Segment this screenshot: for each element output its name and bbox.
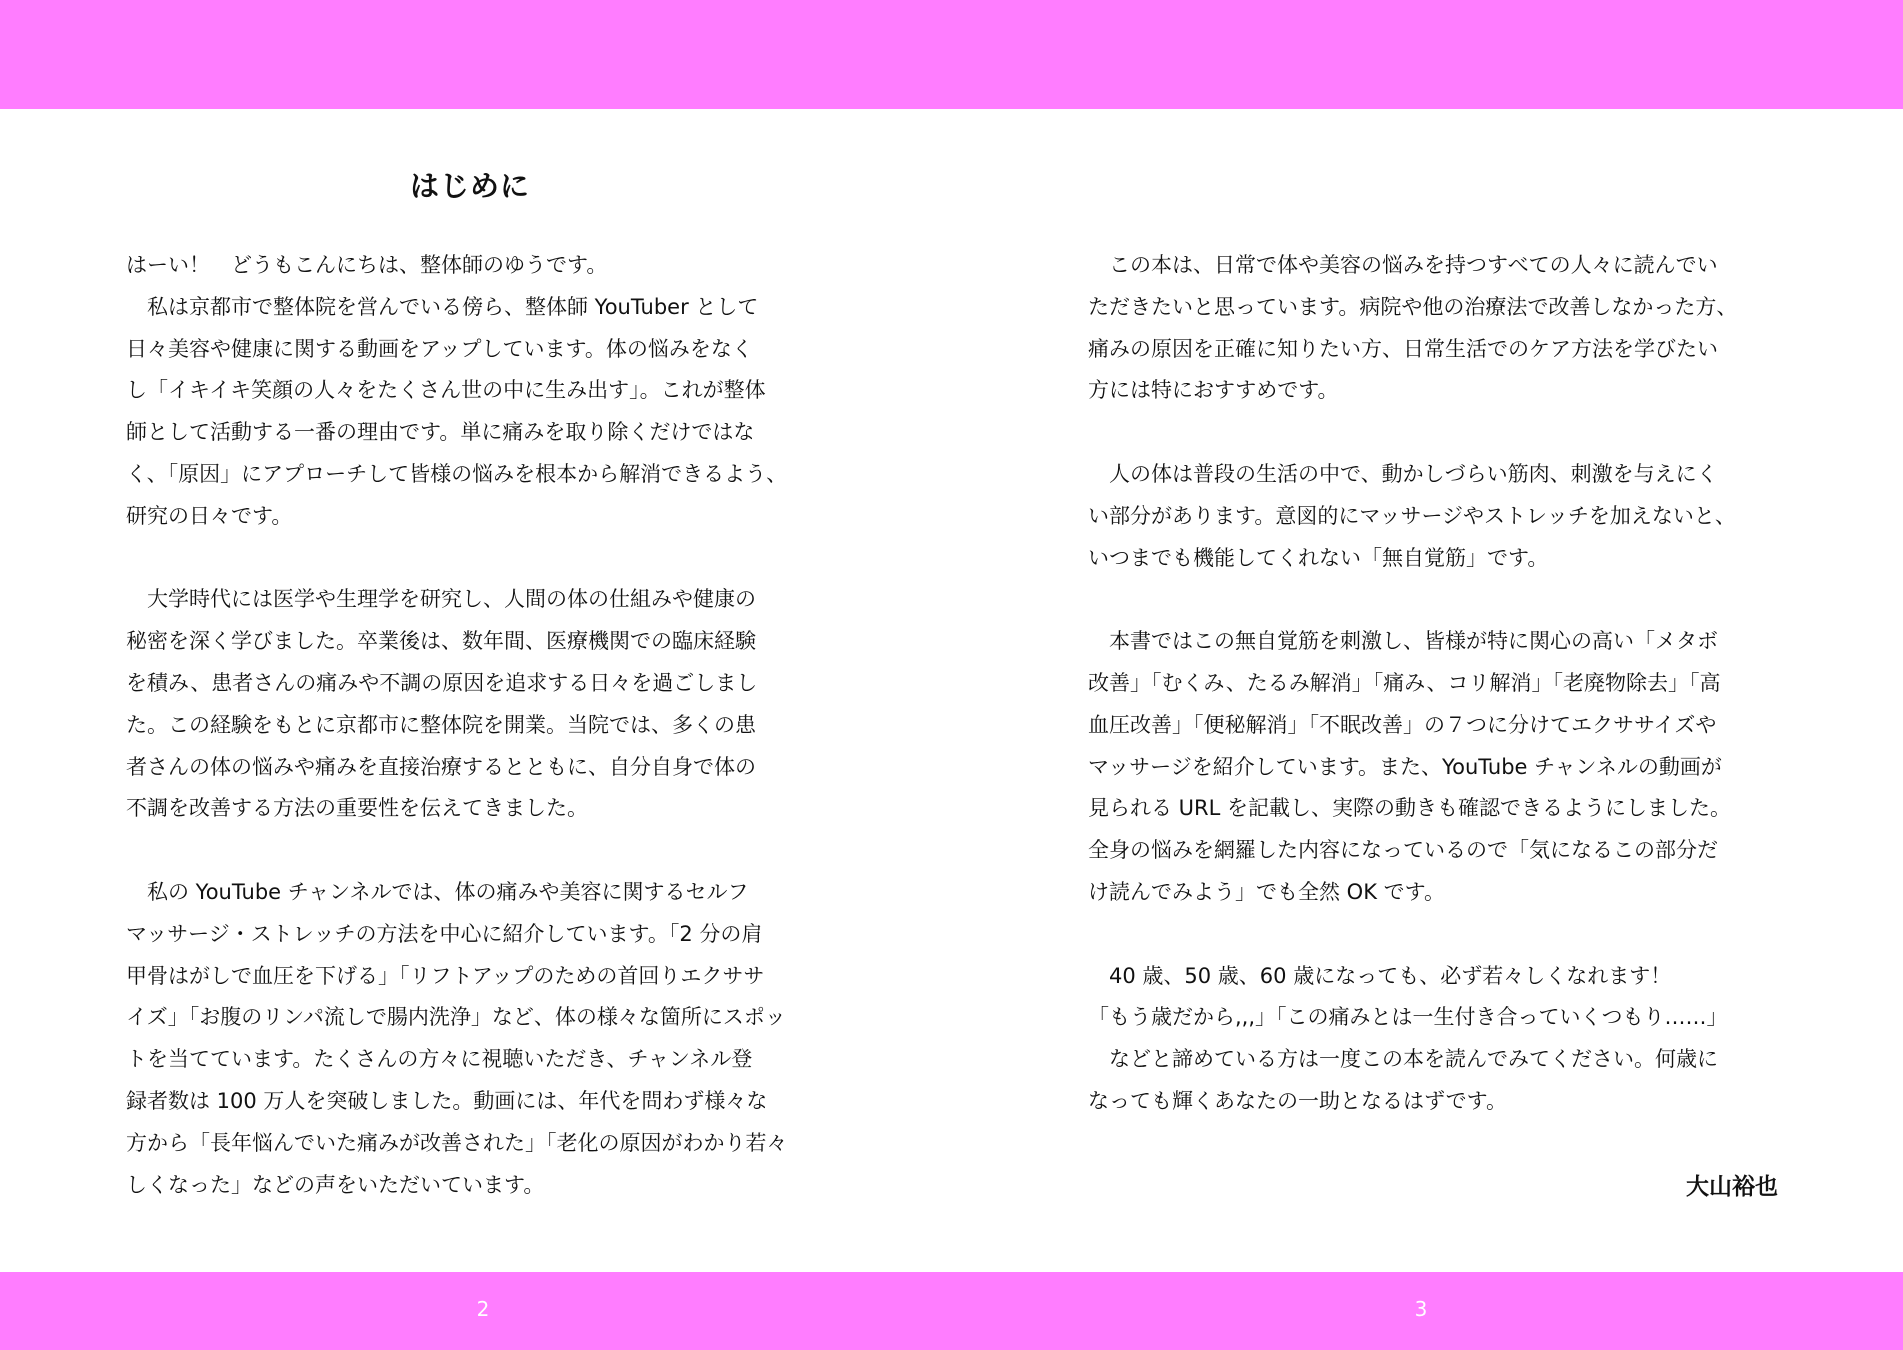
- top-decorative-band: [0, 0, 1903, 109]
- body-text-line: 血圧改善」「便秘解消」「不眠改善」の７つに分けてエクササイズや: [1088, 712, 1717, 737]
- body-text-line: く、「原因」にアプローチして皆様の悩みを根本から解消できるよう、: [126, 461, 788, 486]
- body-text-line: 不調を改善する方法の重要性を伝えてきました。: [126, 796, 588, 821]
- body-text-line: た。この経験をもとに京都市に整体院を開業。当院では、多くの患: [126, 712, 756, 737]
- body-text-line: 方から「長年悩んでいた痛みが改善された」「老化の原因がわかり若々: [126, 1130, 788, 1155]
- body-text-line: 研究の日々です。: [126, 503, 293, 528]
- body-text-line: け読んでみよう」でも全然 OK です。: [1088, 879, 1445, 904]
- page-title: はじめに: [409, 169, 530, 203]
- body-text-line: 甲骨はがしで血圧を下げる」「リフトアップのための首回りエクササ: [126, 963, 765, 988]
- body-text-line: 日々美容や健康に関する動画をアップしています。体の悩みをなく: [126, 336, 753, 361]
- body-text-line: ただきたいと思っています。病院や他の治療法で改善しなかった方、: [1088, 294, 1738, 319]
- paragraph-gap: [126, 538, 826, 580]
- body-text-line: この本は、日常で体や美容の悩みを持つすべての人々に読んでい: [1088, 253, 1718, 277]
- body-text-line: 改善」「むくみ、たるみ解消」「痛み、コリ解消」「老廃物除去」「高: [1088, 670, 1721, 695]
- paragraph-gap: [1088, 579, 1808, 621]
- body-text-line: 痛みの原因を正確に知りたい方、日常生活でのケア方法を学びたい: [1088, 336, 1718, 361]
- bottom-decorative-band: [0, 1272, 1903, 1350]
- body-text-line: 私の YouTube チャンネルでは、体の痛みや美容に関するセルフ: [126, 879, 749, 904]
- body-text-line: などと諦めている方は一度この本を読んでみてください。何歳に: [1088, 1047, 1718, 1072]
- left-page-body: [126, 245, 826, 1206]
- paragraph-gap: [1088, 914, 1808, 956]
- body-text-line: 者さんの体の悩みや痛みを直接治療するとともに、自分自身で体の: [126, 754, 756, 779]
- body-text-line: しくなった」などの声をいただいています。: [126, 1172, 545, 1197]
- right-page-body: [1088, 245, 1808, 1123]
- body-text-line: い部分があります。意図的にマッサージやストレッチを加えないと、: [1088, 503, 1736, 528]
- right-page-number: 3: [1414, 1297, 1428, 1321]
- body-text-line: いつまでも機能してくれない「無自覚筋」です。: [1088, 545, 1549, 570]
- author-signature: 大山裕也: [1686, 1174, 1778, 1200]
- body-text-line: 師として活動する一番の理由です。単に痛みを取り除くだけではな: [126, 420, 755, 445]
- body-text-line: 人の体は普段の生活の中で、動かしづらい筋肉、刺激を与えにく: [1088, 461, 1718, 486]
- body-text-line: 録者数は 100 万人を突破しました。動画には、年代を問わず様々な: [126, 1088, 768, 1113]
- body-text-line: マッサージを紹介しています。また、YouTube チャンネルの動画が: [1088, 754, 1722, 779]
- left-page-number: 2: [476, 1297, 490, 1321]
- body-text-line: 私は京都市で整体院を営んでいる傍ら、整体師 YouTuber として: [126, 294, 759, 319]
- paragraph-gap: [1088, 412, 1808, 454]
- body-text-line: トを当てています。たくさんの方々に視聴いただき、チャンネル登: [126, 1047, 753, 1072]
- body-text-line: 本書ではこの無自覚筋を刺激し、皆様が特に関心の高い「メタボ: [1088, 629, 1718, 654]
- body-text-line: 全身の悩みを網羅した内容になっているので「気になるこの部分だ: [1088, 838, 1718, 863]
- body-text-line: 40 歳、50 歳、60 歳になっても、必ず若々しくなれます！: [1088, 963, 1672, 988]
- body-text-line: イズ」「お腹のリンパ流しで腸内洗浄」など、体の様々な箇所にスポッ: [126, 1005, 786, 1030]
- paragraph-gap: [126, 830, 826, 872]
- body-text-line: を積み、患者さんの痛みや不調の原因を追求する日々を過ごしまし: [126, 670, 758, 695]
- body-text-line: 方には特におすすめです。: [1088, 378, 1339, 403]
- body-text-line: し「イキイキ笑顔の人々をたくさん世の中に生み出す」。これが整体: [126, 378, 766, 403]
- body-text-line: なっても輝くあなたの一助となるはずです。: [1088, 1088, 1507, 1113]
- body-text-line: 見られる URL を記載し、実際の動きも確認できるようにしました。: [1088, 796, 1732, 821]
- body-text-line: 秘密を深く学びました。卒業後は、数年間、医療機関での臨床経験: [126, 629, 756, 654]
- body-text-line: はーい！ どうもこんにちは、整体師のゆうです。: [126, 253, 608, 277]
- body-text-line: 「もう歳だから,,,」「この痛みとは一生付き合っていくつもり……」: [1088, 1005, 1728, 1030]
- body-text-line: マッサージ・ストレッチの方法を中心に紹介しています。「2 分の肩: [126, 921, 763, 946]
- body-text-line: 大学時代には医学や生理学を研究し、人間の体の仕組みや健康の: [126, 587, 756, 612]
